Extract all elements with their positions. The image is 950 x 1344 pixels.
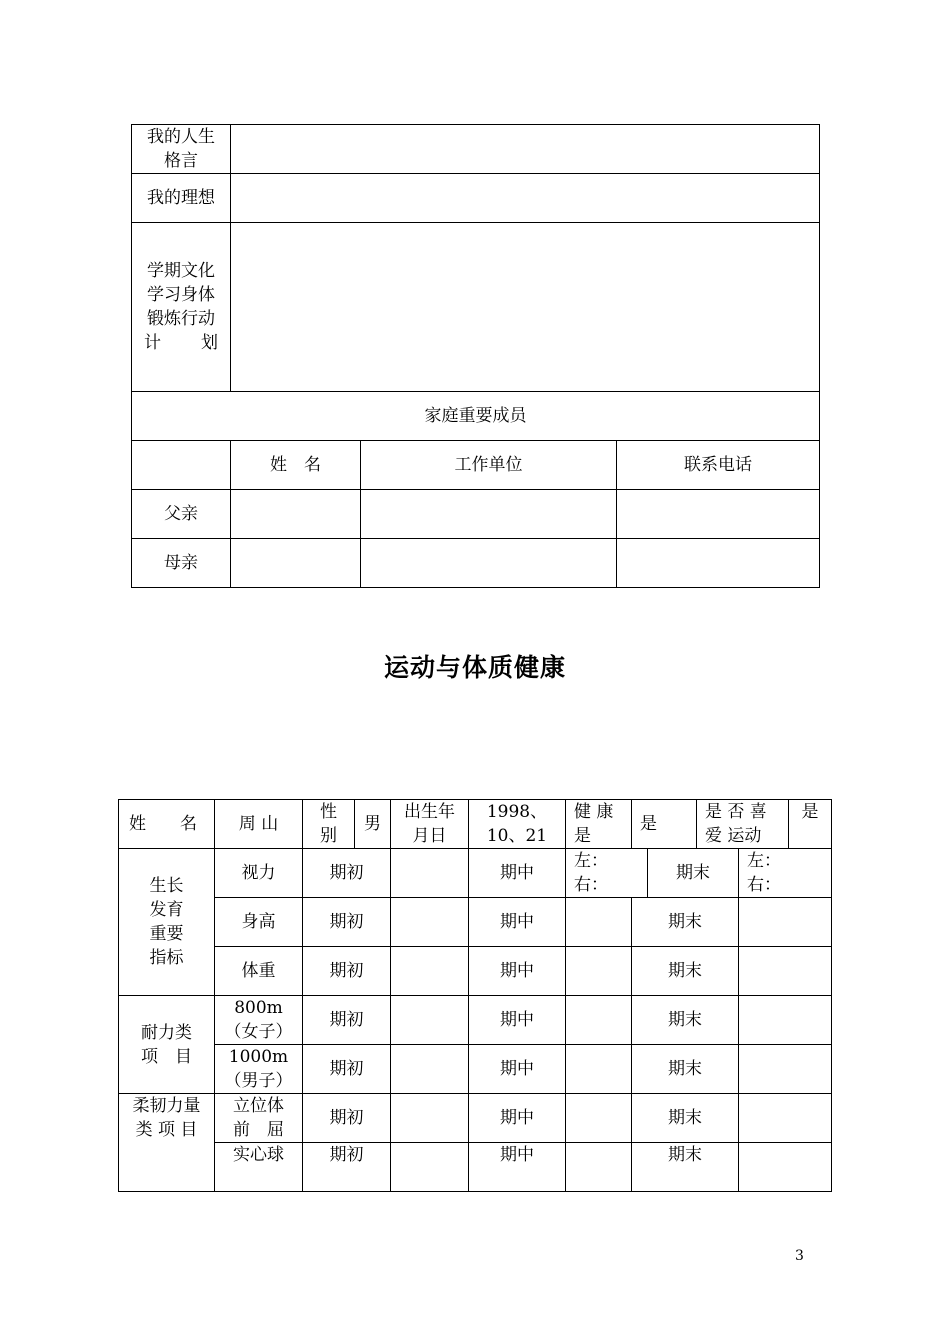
weight-start-field[interactable] [391,947,469,996]
term-start-label: 期初 [303,1094,391,1143]
mother-label: 母亲 [132,539,231,588]
birth-value: 1998、10、21 [469,800,566,849]
right-eye-label: 右： [747,875,781,895]
left-eye-label: 左： [747,851,781,871]
like-sport-value: 是 [789,800,832,849]
standing-bend-label: 立位体前 屈 [215,1094,303,1143]
growth-label [119,849,215,996]
run-1000-end-field[interactable] [739,1045,832,1094]
father-work-field[interactable] [361,490,617,539]
medicine-ball-mid-field[interactable] [566,1143,632,1192]
section-title: 运动与体质健康 [383,653,566,682]
term-end-label: 期末 [632,996,739,1045]
health-label: 健 康 是 [566,800,632,849]
personal-info-table [131,124,820,588]
growth-label-line: 指标 [149,948,184,968]
term-mid-label: 期中 [469,1094,566,1143]
height-end-field[interactable] [739,898,832,947]
ideal-label: 我的理想 [132,174,231,223]
vision-mid-field[interactable] [566,849,648,898]
medicine-ball-end-field[interactable] [739,1143,832,1192]
name-value: 周 山 [215,800,303,849]
family-col-name: 姓 名 [231,441,361,490]
standing-bend-start-field[interactable] [391,1094,469,1143]
term-start-label: 期初 [303,996,391,1045]
growth-label-line: 生长 [149,876,184,896]
plan-label-line: 划 [201,333,218,353]
vision-label: 视力 [215,849,303,898]
term-mid-label: 期中 [469,996,566,1045]
term-mid-label: 期中 [469,898,566,947]
plan-label-line: 锻炼行动 [147,309,215,329]
run-800-start-field[interactable] [391,996,469,1045]
term-start-label: 期初 [303,1045,391,1094]
term-mid-label: 期中 [469,1143,566,1192]
father-phone-field[interactable] [617,490,820,539]
term-end-label: 期末 [632,947,739,996]
sport-health-table [118,799,832,1192]
father-label: 父亲 [132,490,231,539]
plan-label-line: 学期文化 [147,261,215,281]
right-eye-label: 右： [574,875,608,895]
family-col-phone: 联系电话 [617,441,820,490]
name-label: 姓 名 [119,800,215,849]
weight-mid-field[interactable] [566,947,632,996]
motto-field[interactable] [231,125,820,174]
medicine-ball-label: 实心球 [215,1143,303,1192]
birth-label: 出生年月日 [391,800,469,849]
term-start-label: 期初 [303,898,391,947]
term-start-label: 期初 [303,1143,391,1192]
weight-end-field[interactable] [739,947,832,996]
endurance-label: 耐力类项 目 [119,996,215,1094]
plan-label-line: 计 [144,333,161,353]
vision-end-field[interactable] [739,849,832,898]
health-value: 是 [632,800,697,849]
vision-start-field[interactable] [391,849,469,898]
standing-bend-end-field[interactable] [739,1094,832,1143]
term-mid-label: 期中 [469,1045,566,1094]
run-1000-label: 1000m（男子） [215,1045,303,1094]
term-end-label: 期末 [632,898,739,947]
medicine-ball-start-field[interactable] [391,1143,469,1192]
term-end-label: 期末 [632,1045,739,1094]
growth-label-line: 重要 [149,924,184,944]
ideal-field[interactable] [231,174,820,223]
run-800-end-field[interactable] [739,996,832,1045]
run-1000-mid-field[interactable] [566,1045,632,1094]
gender-label: 性别 [303,800,355,849]
term-start-label: 期初 [303,849,391,898]
standing-bend-mid-field[interactable] [566,1094,632,1143]
flexibility-label: 柔韧力量类 项 目 [119,1094,215,1192]
family-blank-cell [132,441,231,490]
motto-label: 我的人生格言 [132,125,231,174]
term-end-label: 期末 [648,849,739,898]
term-end-label: 期末 [632,1143,739,1192]
family-header: 家庭重要成员 [132,392,820,441]
mother-phone-field[interactable] [617,539,820,588]
run-800-mid-field[interactable] [566,996,632,1045]
mother-work-field[interactable] [361,539,617,588]
weight-label: 体重 [215,947,303,996]
left-eye-label: 左： [574,851,608,871]
page-number: 3 [795,1248,804,1264]
height-label: 身高 [215,898,303,947]
plan-label-line: 学习身体 [147,285,215,305]
height-start-field[interactable] [391,898,469,947]
term-mid-label: 期中 [469,849,566,898]
like-sport-label: 是 否 喜 爱 运动 [697,800,789,849]
plan-label [132,223,231,392]
gender-value: 男 [355,800,391,849]
family-col-work: 工作单位 [361,441,617,490]
term-mid-label: 期中 [469,947,566,996]
plan-field[interactable] [231,223,820,392]
term-start-label: 期初 [303,947,391,996]
run-800-label: 800m（女子） [215,996,303,1045]
father-name-field[interactable] [231,490,361,539]
term-end-label: 期末 [632,1094,739,1143]
growth-label-line: 发育 [149,900,184,920]
run-1000-start-field[interactable] [391,1045,469,1094]
height-mid-field[interactable] [566,898,632,947]
mother-name-field[interactable] [231,539,361,588]
